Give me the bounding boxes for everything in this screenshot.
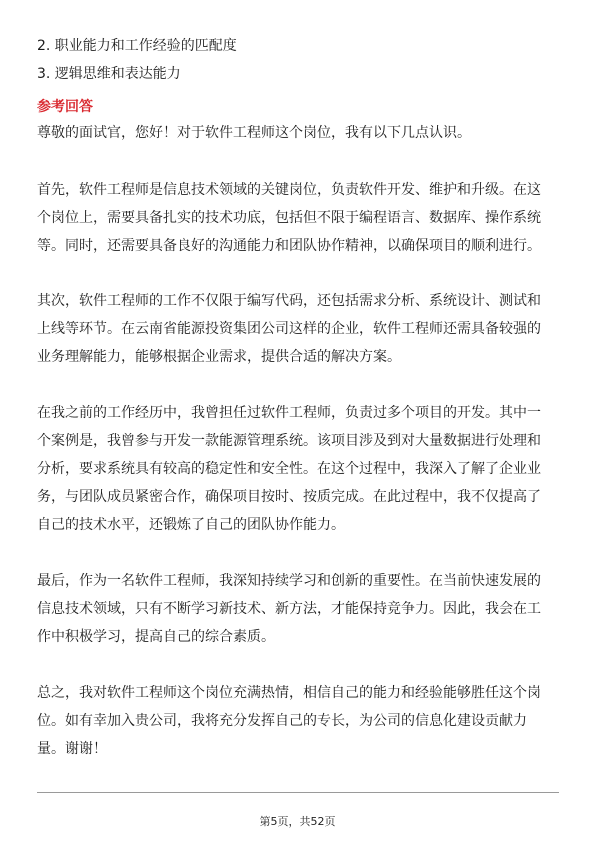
paragraph-line: 信息技术领域，只有不断学习新技术、新方法，才能保持竞争力。因此，我会在工 (37, 601, 541, 617)
paragraph-line: 最后，作为一名软件工程师，我深知持续学习和创新的重要性。在当前快速发展的 (37, 573, 541, 589)
paragraph-line: 个岗位上，需要具备扎实的技术功底，包括但不限于编程语言、数据库、操作系统 (37, 210, 541, 226)
criterion-item: 2. 职业能力和工作经验的匹配度 (37, 38, 237, 54)
criterion-item: 3. 逻辑思维和表达能力 (37, 66, 181, 82)
paragraph-line: 总之，我对软件工程师这个岗位充满热情，相信自己的能力和经验能够胜任这个岗 (37, 685, 541, 701)
footer-divider (37, 792, 559, 793)
paragraph-line: 分析，要求系统具有较高的稳定性和安全性。在这个过程中，我深入了解了企业业 (37, 461, 541, 477)
paragraph-line: 量。谢谢！ (37, 741, 107, 757)
paragraph-line: 等。同时，还需要具备良好的沟通能力和团队协作精神，以确保项目的顺利进行。 (37, 238, 541, 254)
paragraph-line: 务，与团队成员紧密合作，确保项目按时、按质完成。在此过程中，我不仅提高了 (37, 489, 541, 505)
paragraph-line: 自己的技术水平，还锻炼了自己的团队协作能力。 (37, 517, 345, 533)
answer-heading: 参考回答 (37, 99, 93, 115)
page-number: 第5页，共52页 (259, 815, 336, 828)
paragraph-line: 业务理解能力，能够根据企业需求，提供合适的解决方案。 (37, 349, 401, 365)
paragraph-line: 作中积极学习，提高自己的综合素质。 (37, 629, 275, 645)
paragraph-line: 在我之前的工作经历中，我曾担任过软件工程师，负责过多个项目的开发。其中一 (37, 405, 541, 421)
paragraph-line: 个案例是，我曾参与开发一款能源管理系统。该项目涉及到对大量数据进行处理和 (37, 433, 541, 449)
paragraph-line: 首先，软件工程师是信息技术领域的关键岗位，负责软件开发、维护和升级。在这 (37, 182, 541, 198)
paragraph-line: 位。如有幸加入贵公司，我将充分发挥自己的专长，为公司的信息化建设贡献力 (37, 713, 527, 729)
paragraph-line: 上线等环节。在云南省能源投资集团公司这样的企业，软件工程师还需具备较强的 (37, 321, 541, 337)
paragraph-line: 其次，软件工程师的工作不仅限于编写代码，还包括需求分析、系统设计、测试和 (37, 293, 541, 309)
answer-greeting: 尊敬的面试官，您好！对于软件工程师这个岗位，我有以下几点认识。 (37, 125, 471, 141)
